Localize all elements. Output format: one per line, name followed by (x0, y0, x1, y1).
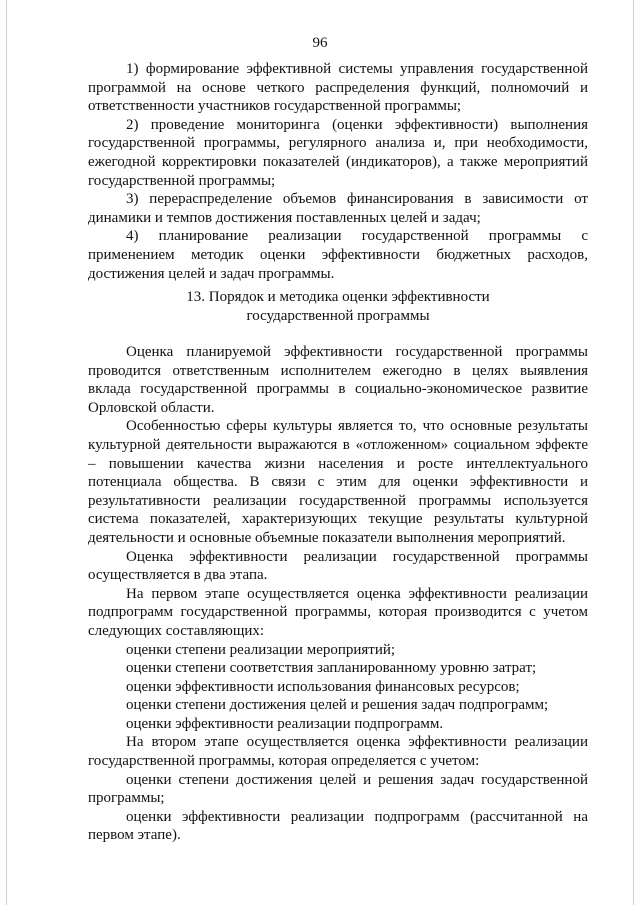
paragraph-2: Особенностью сферы культуры является то, что основные результаты культурной деятельности выражаются в «отложенном» социальном эффекте – повышении качества жизни населения и росте интеллектуального потенциала общества. В связи с этим для оценки эффективности и результативности реализации государственной программы используется система показателей, характеризующих текущие результаты культурной деятельности и основные объемные показатели выполнения мероприятий. (88, 418, 588, 546)
paragraph-1: Оценка планируемой эффективности государственной программы проводится ответственным исполнителем ежегодно в целях выявления вклада государственной программы в социально-экономическое развитие Орловской области. (88, 344, 588, 416)
section-body (88, 343, 588, 845)
paragraph-4: На первом этапе осуществляется оценка эффективности реализации подпрограмм государственной программы, которая производится с учетом следующих составляющих: (88, 585, 588, 639)
list-line-4: оценки степени достижения целей и решения задач подпрограмм; (126, 697, 549, 714)
section-heading-line-1: 13. Порядок и методика оценки эффективности (186, 289, 490, 305)
paragraph-5: На втором этапе осуществляется оценка эффективности реализации государственной программы, которая определяется с учетом: (88, 734, 588, 770)
numbered-list (88, 60, 588, 283)
list-item-2: 2) проведение мониторинга (оценки эффективности) выполнения государственной программы, регулярного анализа и, при необходимости, ежегодной корректировки показателей (индикаторов), а также мероприятий государственной программы; (88, 116, 588, 189)
list-item-3: 3) перераспределение объемов финансирования в зависимости от динамики и темпов достижения поставленных целей и задач; (88, 191, 588, 226)
paragraph-6: оценки степени достижения целей и решения задач государственной программы; (88, 771, 588, 807)
left-scan-edge (6, 0, 7, 905)
list-line-2: оценки степени соответствия запланированному уровню затрат; (126, 660, 537, 677)
section-heading (88, 288, 588, 325)
right-scan-edge (633, 0, 634, 905)
list-line-1: оценки степени реализации мероприятий; (126, 641, 396, 658)
list-item-1: 1) формирование эффективной системы управления государственной программой на основе четкого распределения функций, полномочий и ответственности участников государственной программы; (88, 61, 588, 115)
paragraph-7: оценки эффективности реализации подпрограмм (рассчитанной на первом этапе). (88, 808, 588, 844)
paragraph-3: Оценка эффективности реализации государственной программы осуществляется в два этапа. (88, 548, 588, 584)
page-number: 96 (312, 35, 328, 51)
list-item-4: 4) планирование реализации государственной программы с применением методик оценки эффективности бюджетных расходов, достижения целей и задач программы. (88, 228, 588, 282)
list-line-3: оценки эффективности использования финансовых ресурсов; (126, 678, 520, 695)
list-line-5: оценки эффективности реализации подпрограмм. (126, 715, 444, 732)
section-heading-line-2: государственной программы (246, 307, 430, 324)
